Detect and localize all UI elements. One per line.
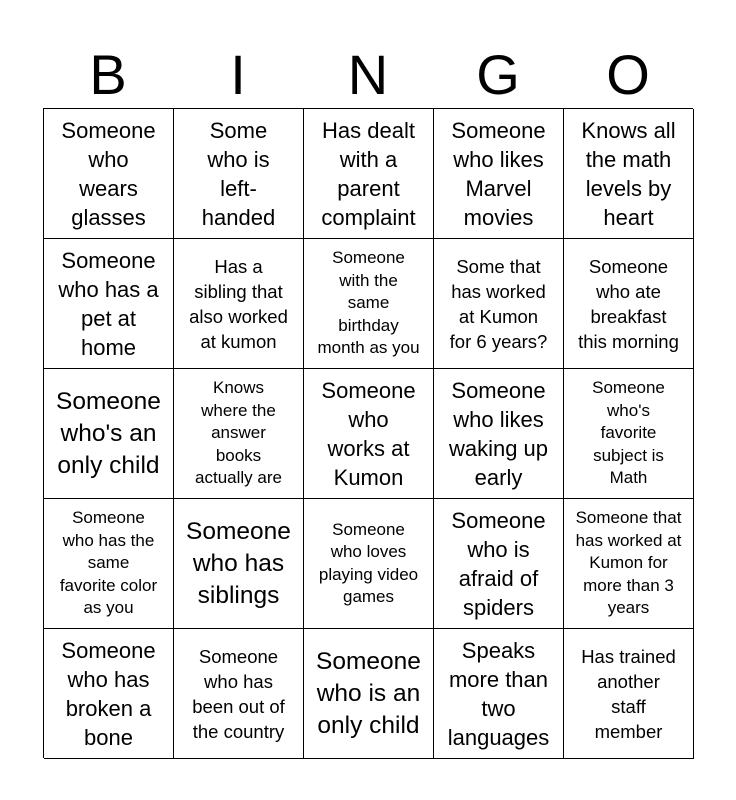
bingo-cell[interactable] xyxy=(174,369,304,499)
bingo-cell[interactable] xyxy=(44,499,174,629)
bingo-cell[interactable] xyxy=(564,629,694,759)
cell-text: Someone who's an only child xyxy=(56,387,161,479)
header-letter-b: B xyxy=(89,43,127,106)
cell-text: Someone who likes Marvel movies xyxy=(451,117,546,230)
bingo-cell[interactable] xyxy=(564,109,694,239)
cell-text: Someone who has been out of the country xyxy=(192,645,285,742)
bingo-cell[interactable] xyxy=(304,239,434,369)
cell-text: Someone who is an only child xyxy=(316,647,421,739)
cell-text: Someone who ate breakfast this morning xyxy=(578,255,679,352)
bingo-cell[interactable] xyxy=(304,499,434,629)
bingo-cell[interactable] xyxy=(564,239,694,369)
header-letter-g: G xyxy=(476,43,520,106)
cell-text: Someone who is afraid of spiders xyxy=(451,507,546,620)
cell-text: Someone that has worked at Kumon for more than 3 years xyxy=(575,508,682,618)
bingo-cell[interactable] xyxy=(174,629,304,759)
bingo-cell[interactable] xyxy=(434,239,564,369)
bingo-header xyxy=(43,42,693,108)
bingo-cell[interactable] xyxy=(174,499,304,629)
cell-text: Someone who has siblings xyxy=(186,517,291,609)
cell-text: Someone who wears glasses xyxy=(61,117,156,230)
header-letter-i: I xyxy=(230,43,246,106)
cell-text: Someone with the same birthday month as you xyxy=(317,248,420,358)
cell-text: Has a sibling that also worked at kumon xyxy=(189,255,288,352)
cell-text: Someone who has a pet at home xyxy=(58,247,159,360)
cell-text: Some who is left- handed xyxy=(201,117,276,230)
bingo-cell[interactable] xyxy=(434,109,564,239)
bingo-grid xyxy=(43,108,693,758)
cell-text: Some that has worked at Kumon for 6 years? xyxy=(449,255,548,352)
bingo-cell[interactable] xyxy=(174,109,304,239)
bingo-cell[interactable] xyxy=(564,499,694,629)
bingo-cell[interactable] xyxy=(44,239,174,369)
bingo-cell[interactable] xyxy=(434,369,564,499)
cell-text: Someone who's favorite subject is Math xyxy=(592,378,665,488)
cell-text: Has dealt with a parent complaint xyxy=(321,117,416,230)
bingo-cell[interactable] xyxy=(304,629,434,759)
cell-text: Has trained another staff member xyxy=(581,645,676,742)
cell-text: Someone who has broken a bone xyxy=(61,637,156,750)
bingo-cell[interactable] xyxy=(304,109,434,239)
cell-text: Someone who loves playing video games xyxy=(318,519,419,606)
cell-text: Someone who has the same favorite color as you xyxy=(59,508,158,618)
bingo-cell[interactable] xyxy=(44,109,174,239)
cell-text: Knows where the answer books actually are xyxy=(195,378,282,488)
cell-text: Someone who works at Kumon xyxy=(321,377,416,490)
cell-text: Knows all the math levels by heart xyxy=(581,117,676,230)
header-letter-n: N xyxy=(347,43,389,106)
cell-text: Someone who likes waking up early xyxy=(448,377,549,490)
bingo-cell[interactable] xyxy=(434,499,564,629)
bingo-cell[interactable] xyxy=(434,629,564,759)
bingo-cell[interactable] xyxy=(174,239,304,369)
bingo-cell[interactable] xyxy=(304,369,434,499)
bingo-cell[interactable] xyxy=(44,629,174,759)
cell-text: Speaks more than two languages xyxy=(447,637,550,750)
header-letter-o: O xyxy=(606,43,650,106)
bingo-cell[interactable] xyxy=(44,369,174,499)
bingo-cell[interactable] xyxy=(564,369,694,499)
